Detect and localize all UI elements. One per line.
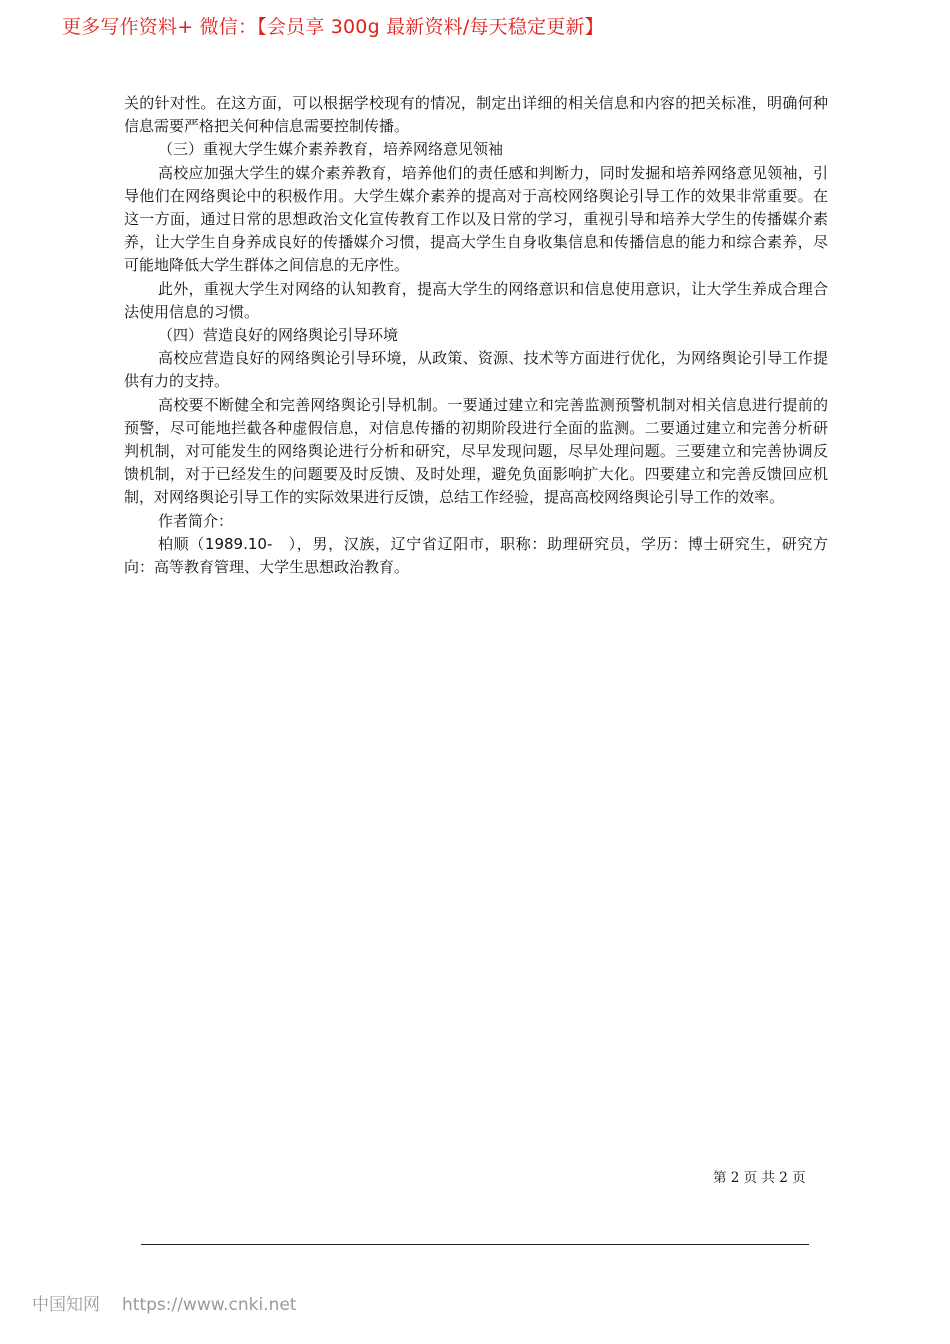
- watermark-url: https://www.cnki.net: [122, 1295, 297, 1315]
- paragraph: 此外，重视大学生对网络的认知教育，提高大学生的网络意识和信息使用意识，让大学生养成合理合法使用信息的习惯。: [124, 279, 828, 321]
- promo-banner: 更多写作资料+ 微信：【会员享 300g 最新资料/每天稳定更新】: [62, 16, 604, 38]
- paragraph: 高校要不断健全和完善网络舆论引导机制。一要通过建立和完善监测预警机制对相关信息进行提前的预警，尽可能地拦截各种虚假信息，对信息传播的初期阶段进行全面的监测。二要通过建立和完善分析研判机制，对可能发生的网络舆论进行分析和研究，尽早发现问题，尽早处理问题。三要建立和完善协调反馈机制，对于已经发生的问题要及时反馈、及时处理，避免负面影响扩大化。四要建立和完善反馈回应机制，对网络舆论引导工作的实际效果进行反馈，总结工作经验，提高高校网络舆论引导工作的效率。: [124, 395, 828, 507]
- paragraph: 关的针对性。在这方面，可以根据学校现有的情况，制定出详细的相关信息和内容的把关标准，明确何种信息需要严格把关何种信息需要控制传播。: [124, 94, 828, 136]
- document-body: [124, 92, 828, 579]
- watermark: [32, 1294, 296, 1316]
- paragraph: 高校应营造良好的网络舆论引导环境，从政策、资源、技术等方面进行优化，为网络舆论引导工作提供有力的支持。: [124, 349, 828, 391]
- author-intro: 柏顺（1989.10- ），男，汉族，辽宁省辽阳市，职称：助理研究员，学历：博士研究生，研究方向：高等教育管理、大学生思想政治教育。: [124, 534, 828, 577]
- author-intro-label: 作者简介：: [158, 511, 234, 530]
- paragraph: 高校应加强大学生的媒介素养教育，培养他们的责任感和判断力，同时发掘和培养网络意见领袖，引导他们在网络舆论中的积极作用。大学生媒介素养的提高对于高校网络舆论引导工作的效果非常重要。在这一方面，通过日常的思想政治文化宣传教育工作以及日常的学习，重视引导和培养大学生的传播媒介素养，让大学生自身养成良好的传播媒介习惯，提高大学生自身收集信息和传播信息的能力和综合素养，尽可能地降低大学生群体之间信息的无序性。: [124, 163, 828, 275]
- section-heading: （三）重视大学生媒介素养教育，培养网络意见领袖: [158, 140, 504, 159]
- page-number: 第 2 页 共 2 页: [713, 1170, 806, 1186]
- watermark-brand: 中国知网: [32, 1295, 100, 1315]
- footer-divider: [141, 1244, 809, 1245]
- section-heading: （四）营造良好的网络舆论引导环境: [158, 326, 399, 345]
